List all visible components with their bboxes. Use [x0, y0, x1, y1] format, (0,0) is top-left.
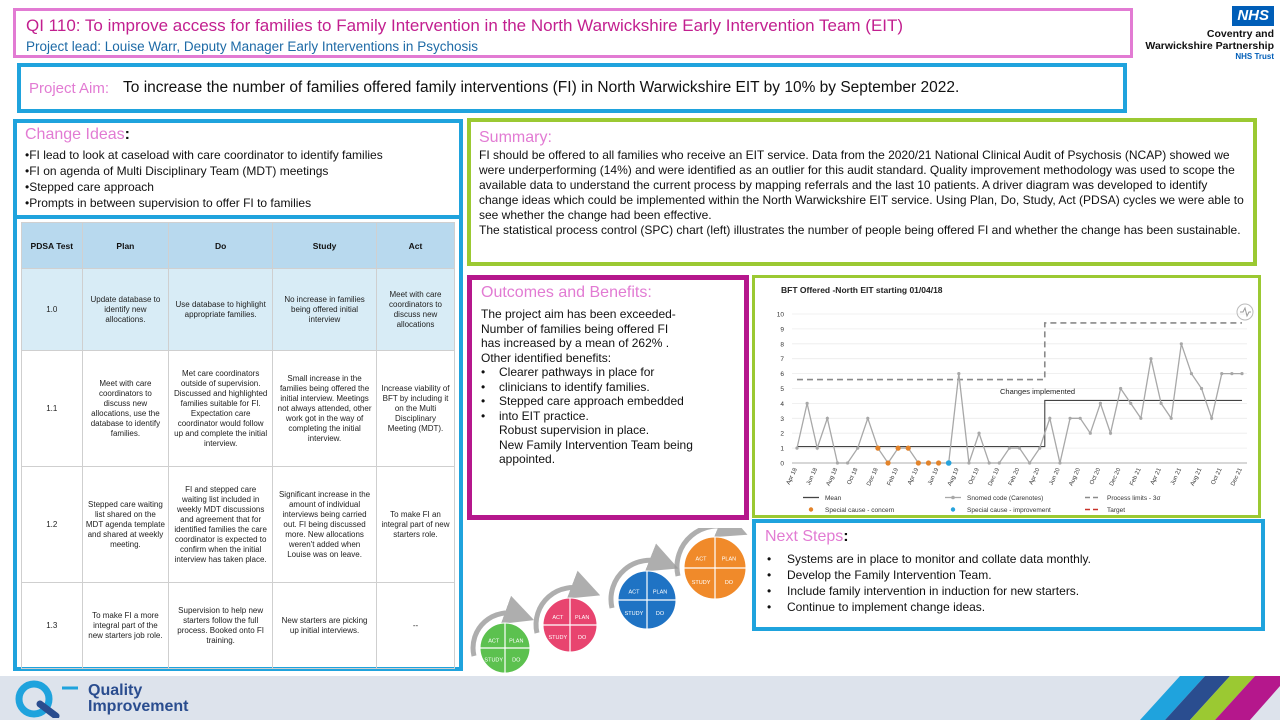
chart-legend	[803, 495, 1161, 514]
concern-point	[906, 446, 911, 451]
data-point	[1129, 402, 1132, 405]
x-tick-label: Aug 20	[1068, 467, 1082, 488]
data-point	[846, 461, 849, 464]
header-act: Act	[377, 223, 455, 269]
concern-point	[885, 460, 890, 465]
list-item: • Include family intervention in induction for new starters.	[767, 584, 1080, 598]
cell-study: New starters are picking up initial interviews.	[273, 583, 377, 669]
legend-label: Snomed code (Carenotes)	[967, 495, 1044, 502]
page-title: QI 110: To improve access for families to Family Intervention in the North Warwickshire Early Intervention Team (EIT)	[26, 16, 904, 35]
outcomes-heading: Outcomes and Benefits:	[481, 284, 652, 301]
data-point	[866, 417, 869, 420]
outcomes-extra3: appointed.	[499, 452, 556, 466]
list-item: • Clearer pathways in place for	[481, 365, 655, 379]
x-tick-label: Apr 19	[907, 467, 921, 486]
y-tick-label: 5	[780, 386, 784, 393]
spc-chart	[755, 278, 1258, 515]
concern-point	[936, 460, 941, 465]
project-aim-box	[17, 63, 1127, 113]
data-point	[1159, 402, 1162, 405]
cell-test: 1.2	[22, 467, 83, 583]
title-box	[13, 8, 1133, 58]
summary-heading: Summary:	[479, 129, 552, 146]
legend-label: Process limits - 3σ	[1107, 495, 1161, 502]
change-idea-item: •Stepped care approach	[25, 180, 154, 194]
y-tick-label: 3	[780, 415, 784, 423]
list-item: • into EIT practice.	[481, 408, 589, 423]
data-point	[977, 432, 980, 435]
data-point	[1048, 417, 1051, 420]
cell-test: 1.3	[22, 583, 83, 669]
x-tick-label: Oct 20	[1089, 467, 1103, 486]
table-row	[22, 467, 455, 583]
data-point	[1230, 372, 1233, 375]
x-tick-label: Oct 18	[846, 467, 860, 486]
pdsa-table-box	[13, 215, 463, 671]
qi-logo-line1: Quality	[88, 682, 143, 699]
legend-label: Special cause - improvement	[967, 507, 1051, 514]
next-steps-box	[752, 519, 1265, 631]
summary-box	[467, 118, 1257, 266]
project-aim-text: To increase the number of families offered family interventions (FI) in North Warwickshire EIT by 10% by September 2022.	[123, 79, 960, 96]
cycle-label-plan: PLAN	[509, 638, 524, 645]
cell-act: To make FI an integral part of new starters role.	[377, 467, 455, 583]
cycle-label-plan: PLAN	[574, 614, 590, 621]
next-steps-heading: Next Steps:	[765, 528, 849, 545]
cycle-label-act: ACT	[695, 556, 707, 563]
change-idea-item: •FI lead to look at caseload with care coordinator to identify families	[25, 148, 383, 162]
data-point	[836, 461, 839, 464]
cell-do: FI and stepped care waiting list included in weekly MDT discussions and agreement that for identified families the care coordinator is expected to confirm when the initial interview has taken place.	[169, 467, 273, 583]
cell-test: 1.0	[22, 269, 83, 351]
y-tick-label: 1	[780, 445, 784, 453]
table-row	[22, 351, 455, 467]
x-tick-label: Oct 19	[967, 467, 981, 486]
data-point	[1008, 447, 1011, 450]
data-point	[806, 402, 809, 405]
concern-point	[916, 460, 921, 465]
cycle-label-study: STUDY	[691, 579, 711, 586]
x-tick-label: Dec 18	[866, 467, 880, 488]
data-point	[1079, 417, 1082, 420]
cell-do: Supervision to help new starters follow the full process. Booked onto FI training.	[169, 583, 273, 669]
data-point	[1068, 417, 1071, 420]
cycle-label-act: ACT	[488, 638, 500, 645]
data-point	[1038, 447, 1041, 450]
x-tick-label: Dec 19	[987, 467, 1002, 488]
outcomes-benefits-list	[481, 365, 735, 423]
outcomes-line4: Other identified benefits:	[481, 350, 612, 365]
outcomes-line3: has increased by a mean of 262% .	[481, 336, 670, 350]
table-header-row	[22, 223, 455, 269]
data-point	[967, 461, 970, 464]
cycle-label-do: DO	[512, 657, 521, 664]
nhs-logo	[1140, 6, 1274, 66]
data-point	[1149, 357, 1152, 360]
list-item: • Develop the Family Intervention Team.	[767, 568, 992, 582]
qi-logo-line2: Improvement	[88, 698, 189, 715]
cycle-label-plan: PLAN	[721, 556, 737, 563]
x-tick-label: Dec 21	[1230, 467, 1244, 488]
cell-do: Met care coordinators outside of supervision. Discussed and highlighted families suitable for FI. Expectation care coordinator would follow up and complete the initial interview.	[169, 351, 273, 467]
cell-study: No increase in families being offered initial interview	[273, 269, 377, 351]
data-point	[1018, 447, 1021, 450]
nhs-badge: NHS	[1232, 6, 1274, 26]
data-point	[795, 447, 798, 450]
header-plan: Plan	[82, 223, 169, 269]
data-point	[957, 372, 960, 375]
cell-act: Meet with care coordinators to discuss new allocations	[377, 269, 455, 351]
qi-q-icon	[12, 680, 82, 718]
chart-x-ticks	[786, 467, 1244, 487]
data-point	[1240, 372, 1243, 375]
x-tick-label: Aug 19	[947, 467, 961, 488]
y-tick-label: 8	[780, 341, 784, 349]
x-tick-label: Apr 18	[785, 467, 799, 486]
cycle-label-act: ACT	[628, 589, 640, 596]
chart-title: BFT Offered -North EIT starting 01/04/18	[781, 285, 943, 295]
cycle-label-study: STUDY	[548, 635, 568, 642]
change-idea-item: •FI on agenda of Multi Disciplinary Team (MDT) meetings	[25, 164, 329, 178]
data-point	[1139, 417, 1142, 420]
x-tick-label: Feb 20	[1007, 467, 1022, 487]
spc-chart-icon	[1237, 304, 1253, 320]
legend-label: Target	[1107, 507, 1126, 514]
concern-point	[896, 446, 901, 451]
improvement-point	[946, 460, 952, 466]
y-tick-label: 7	[780, 356, 784, 364]
org-line2: Warwickshire Partnership	[1145, 40, 1274, 52]
data-point	[1170, 417, 1173, 420]
cycle-label-plan: PLAN	[652, 589, 668, 596]
cell-study: Significant increase in the amount of individual interviews being carried out. FI being discussed more. New allocations weren't added when Louise was on leave.	[273, 467, 377, 583]
x-tick-label: Apr 20	[1028, 467, 1042, 486]
outcomes-line1: The project aim has been exceeded-	[481, 307, 676, 321]
y-tick-label: 2	[780, 430, 784, 438]
change-ideas-heading: Change Ideas:	[25, 126, 130, 143]
x-tick-label: Feb 19	[886, 467, 900, 487]
chart-annotation: Changes implemented	[1000, 387, 1076, 396]
cycle-label-study: STUDY	[624, 611, 644, 618]
next-steps-list	[765, 551, 1252, 615]
data-point	[816, 447, 819, 450]
cell-study: Small increase in the families being offered the initial interview. Meetings not always attended, other work got in the way of completing the initial interview.	[273, 351, 377, 467]
cycle-label-do: DO	[724, 579, 734, 586]
y-tick-label: 4	[780, 400, 784, 408]
cell-do: Use database to highlight appropriate families.	[169, 269, 273, 351]
x-tick-label: Feb 21	[1129, 467, 1143, 487]
cell-test: 1.1	[22, 351, 83, 467]
cycle-label-do: DO	[578, 635, 587, 642]
x-tick-label: Jun 18	[805, 467, 820, 487]
list-item: • Stepped care approach embedded	[481, 394, 684, 408]
data-point	[1028, 461, 1031, 464]
legend-swatch	[809, 507, 813, 511]
change-ideas-list	[25, 147, 451, 211]
data-point	[1190, 372, 1193, 375]
legend-swatch	[951, 507, 955, 511]
x-tick-label: Oct 21	[1210, 467, 1224, 486]
org-line1: Coventry and	[1206, 28, 1274, 40]
data-point	[1200, 387, 1203, 390]
chart-points	[795, 342, 1243, 466]
project-aim-label: Project Aim:	[29, 79, 110, 97]
summary-para1: FI should be offered to all families who receive an EIT service. Data from the 2020/21 National Clinical Audit of Psychosis (NCAP) showed we were underperforming (14%) and were identified as an outlier for this audit standard. Quality improvement methodology was used to scope the available data to understand the current process by mapping referrals and the last 10 patients. A driver diagram was developed to identify change ideas which could be implemented within the North Warwickshire EIT service. Using Plan, Do, Study, Act (PDSA) cycles we were able to see whether the change had been effective.	[479, 148, 1244, 222]
outcomes-extra2: New Family Intervention Team being	[499, 437, 693, 452]
cycle-label-act: ACT	[552, 614, 564, 621]
y-tick-label: 6	[780, 371, 784, 379]
footer	[0, 676, 1280, 720]
concern-point	[875, 446, 880, 451]
cycle-label-do: DO	[655, 611, 665, 618]
cell-plan: Update database to identify new allocations.	[82, 269, 169, 351]
x-tick-label: Aug 18	[825, 467, 840, 488]
footer-stripes	[1110, 676, 1280, 720]
y-tick-label: 0	[780, 460, 784, 468]
list-item: • clinicians to identify families.	[481, 379, 650, 394]
header-do: Do	[169, 223, 273, 269]
data-point	[1180, 342, 1183, 345]
table-row	[22, 269, 455, 351]
data-point	[1210, 417, 1213, 420]
data-point	[1109, 432, 1112, 435]
data-point	[998, 461, 1001, 464]
cycle-label-study: STUDY	[484, 657, 504, 664]
outcomes-extra1: Robust supervision in place.	[499, 423, 650, 437]
mean-line	[797, 400, 1242, 446]
cell-act: Increase viability of BFT by including it on the Multi Disciplinary Meeting (MDT).	[377, 351, 455, 467]
cell-plan: Meet with care coordinators to discuss new allocations, use the database to identify families.	[82, 351, 169, 467]
concern-point	[926, 460, 931, 465]
change-ideas-box	[13, 119, 463, 215]
list-item: • Continue to implement change ideas.	[767, 600, 986, 614]
data-point	[1099, 402, 1102, 405]
data-point	[1220, 372, 1223, 375]
project-lead: Project lead: Louise Warr, Deputy Manager Early Interventions in Psychosis	[26, 39, 478, 54]
data-point	[988, 461, 991, 464]
x-tick-label: Dec 20	[1108, 467, 1123, 488]
change-idea-item: •Prompts in between supervision to offer FI to families	[25, 196, 312, 210]
data-point	[826, 417, 829, 420]
org-trust: NHS Trust	[1235, 52, 1274, 61]
pdsa-cycles-graphic	[465, 528, 755, 678]
pdsa-table	[21, 222, 455, 669]
y-tick-label: 10	[776, 311, 784, 319]
data-point	[1119, 387, 1122, 390]
spc-chart-box	[752, 275, 1261, 518]
x-tick-label: Jun 21	[1170, 467, 1184, 487]
list-item: • Systems are in place to monitor and collate data monthly.	[767, 552, 1091, 566]
legend-swatch-dot	[951, 496, 955, 500]
cell-plan: Stepped care waiting list shared on the MDT agenda template and shared at weekly meeting.	[82, 467, 169, 583]
data-point	[1089, 432, 1092, 435]
x-tick-label: Jun 19	[927, 467, 941, 487]
header-pdsa-test: PDSA Test	[22, 223, 83, 269]
quality-improvement-logo	[12, 680, 312, 718]
x-tick-label: Jun 20	[1048, 467, 1062, 487]
process-limit-line	[797, 323, 1242, 380]
y-tick-label: 9	[780, 326, 784, 334]
outcomes-line2: Number of families being offered FI	[481, 321, 669, 336]
cell-act: --	[377, 583, 455, 669]
table-row	[22, 583, 455, 669]
data-point	[1058, 461, 1061, 464]
outcomes-box	[467, 275, 749, 520]
x-tick-label: Apr 21	[1149, 467, 1163, 486]
chart-y-ticks	[777, 312, 785, 468]
header-study: Study	[273, 223, 377, 269]
cell-plan: To make FI a more integral part of the new starters job role.	[82, 583, 169, 669]
x-tick-label: Aug 21	[1189, 467, 1204, 488]
legend-label: Special cause - concern	[825, 507, 895, 514]
data-point	[856, 447, 859, 450]
legend-label: Mean	[825, 495, 842, 502]
summary-para2: The statistical process control (SPC) chart (left) illustrates the number of people being offered FI and whether the change has been sustainable.	[479, 223, 1241, 237]
